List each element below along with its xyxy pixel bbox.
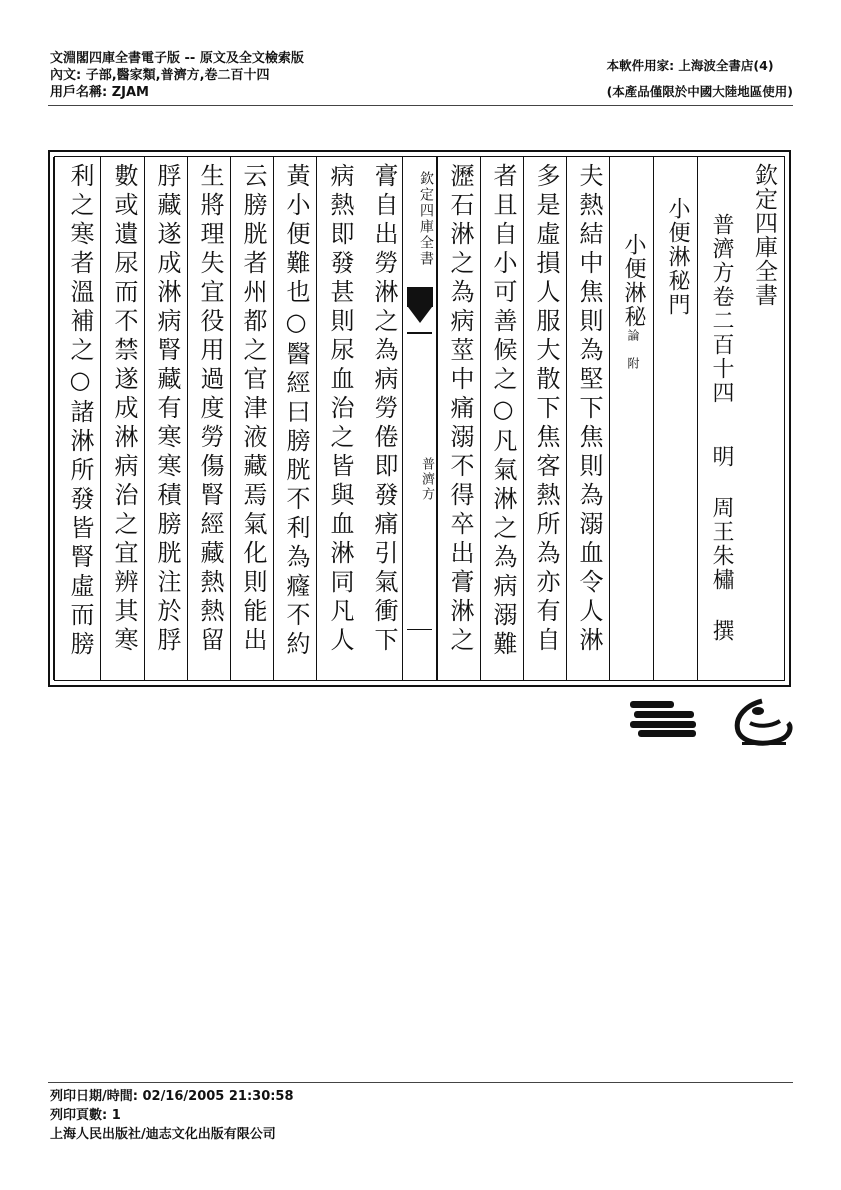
volume-heading: 普濟方卷二百十四: [709, 213, 734, 405]
text-column-r2: 多是虛損人服大散下焦客熱所為亦有自: [523, 157, 566, 680]
page-frame-inner: [54, 156, 785, 681]
fish-tail-mark: [408, 307, 432, 323]
footer-divider: [48, 1082, 793, 1083]
center-fold-rule-bottom: [407, 629, 432, 630]
header-licensee: 本軟件用家: 上海波全書店(4): [606, 58, 774, 73]
header-line-user: 用戶名稱: ZJAM: [50, 85, 149, 100]
fish-tail-bar: [407, 287, 433, 307]
footer-print-time: 列印日期/時間: 02/16/2005 21:30:58: [50, 1089, 294, 1104]
text-column-l1: 膏自出勞淋之為病勞倦即發痛引氣衝下: [370, 163, 398, 656]
footer-publisher: 上海人民出版社/迪志文化出版有限公司: [50, 1127, 276, 1142]
text-column-l5: 生將理失宜役用過度勞傷腎經藏熱熱留: [187, 157, 230, 680]
header-info: [50, 50, 304, 101]
page-frame: [48, 150, 791, 687]
publisher-seal-icon: [724, 697, 794, 749]
center-fold-rule: [407, 332, 432, 334]
author-line: 明 周王朱橚 撰: [709, 445, 734, 643]
subheading-column: [609, 157, 653, 680]
section-heading-column: 小便淋秘門: [653, 157, 697, 680]
text-column-r1: 夫熱結中焦則為堅下焦則為溺血令人淋: [566, 157, 609, 680]
text-column-l3: 黃小便難也○醫經曰膀胱不利為癃不約: [273, 157, 316, 680]
center-fold-title: 欽定四庫全書: [418, 171, 434, 267]
text-column-r3: 者且自小可善候之○凡氣淋之為病溺難: [480, 157, 523, 680]
center-fold-book-name: 普濟方: [419, 457, 434, 502]
footer-page-count: 列印頁數: 1: [50, 1108, 121, 1123]
text-column-l7: 數或遺尿而不禁遂成淋病治之宜辨其寒: [100, 157, 144, 680]
text-column-l4: 云膀胱者州都之官津液藏焉氣化則能出: [230, 157, 273, 680]
footer-info: [50, 1087, 294, 1144]
subheading-note: 論 附: [626, 329, 640, 370]
header-line-content: 內文: 子部,醫家類,普濟方,卷二百十四: [50, 68, 270, 83]
center-fold-column: [402, 157, 437, 680]
title-column: 欽定四庫全書: [751, 163, 777, 307]
volume-heading-column: [697, 157, 741, 680]
text-column-l2: 病熱即發甚則尿血治之皆與血淋同凡人: [316, 157, 360, 680]
subheading: 小便淋秘: [621, 233, 646, 329]
publisher-logo-bars: [630, 697, 698, 739]
text-column-r4: 瀝石淋之為病莖中痛溺不得卒出膏淋之: [437, 157, 480, 680]
header-license: [607, 53, 793, 105]
text-column-l6: 脬藏遂成淋病腎藏有寒寒積膀胱注於脬: [144, 157, 187, 680]
header-line-edition: 文淵閣四庫全書電子版 -- 原文及全文檢索版: [50, 51, 304, 66]
text-column-l8: 利之寒者溫補之○諸淋所發皆腎虛而膀: [53, 157, 100, 680]
header-region-note: (本產品僅限於中國大陸地區使用): [606, 84, 793, 99]
header-divider: [48, 105, 793, 106]
